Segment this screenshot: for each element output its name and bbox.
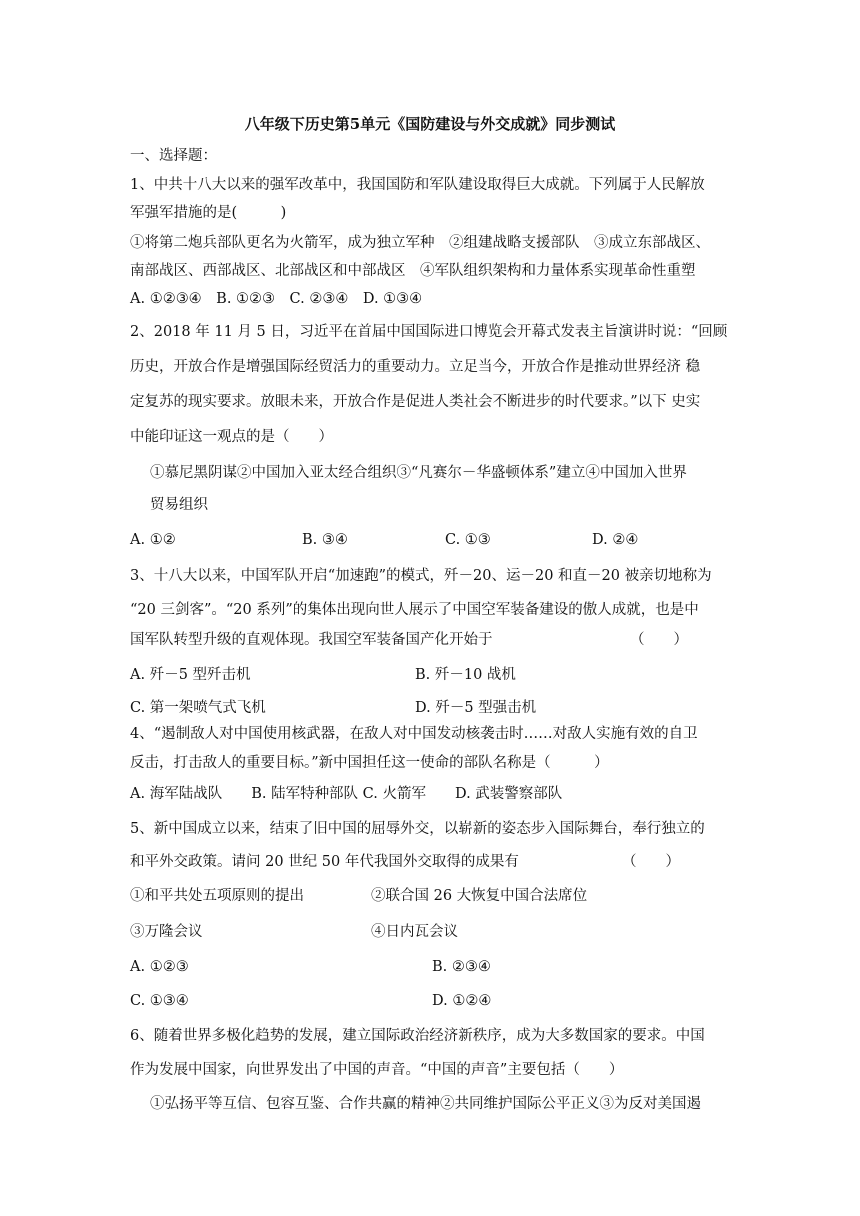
q5-item-2: ②联合国 26 大恢复中国合法席位 (371, 888, 588, 904)
q2-stem-line3: 定复苏的现实要求。放眼未来，开放合作是促进人类社会不断进步的时代要求。”以下 史实 (130, 394, 701, 410)
q5-item-1: ①和平共处五项原则的提出 (130, 888, 304, 904)
q2-option-d: D. ②④ (592, 532, 639, 548)
q6-item-line1: ①弘扬平等互信、包容互鉴、合作共赢的精神②共同维护国际公平正义③为反对美国遏 (150, 1096, 701, 1112)
q5-option-b: B. ②③④ (432, 959, 491, 975)
q1-options: A. ①②③④ B. ①②③ C. ②③④ D. ①③④ (130, 291, 423, 307)
q1-item-line2: 南部战区、西部战区、北部战区和中部战区 ④军队组织架构和力量体系实现革命性重塑 (130, 263, 696, 279)
q1-item-line1: ①将第二炮兵部队更名为火箭军，成为独立军种 ②组建战略支援部队 ③成立东部战区、 (130, 235, 710, 251)
q3-option-a: A. 歼－5 型歼击机 (130, 667, 251, 683)
q2-stem-line4: 中能印证这一观点的是（ ） (130, 429, 333, 445)
q3-answer-paren: （ ） (630, 632, 688, 648)
q2-option-a: A. ①② (130, 532, 176, 548)
q1-stem-line2: 军强军措施的是( ) (130, 205, 287, 221)
q5-answer-paren: （ ） (622, 854, 680, 870)
q5-item-3: ③万隆会议 (130, 924, 203, 940)
q3-option-c: C. 第一架喷气式飞机 (130, 700, 266, 716)
q2-item-line2: 贸易组织 (150, 497, 208, 513)
q6-stem-line1: 6、随着世界多极化趋势的发展，建立国际政治经济新秩序，成为大多数国家的要求。中国 (130, 1028, 705, 1044)
q6-stem-line2: 作为发展中国家，向世界发出了中国的声音。“中国的声音”主要包括（ ） (130, 1062, 624, 1078)
q5-item-4: ④日内瓦会议 (371, 924, 458, 940)
q2-option-c: C. ①③ (445, 532, 491, 548)
q4-stem-line2: 反击，打击敌人的重要目标。”新中国担任这一使命的部队名称是（ ） (130, 755, 609, 771)
q4-options: A. 海军陆战队 B. 陆军特种部队 C. 火箭军 D. 武装警察部队 (130, 786, 563, 802)
section-heading: 一、选择题： (130, 148, 217, 164)
q3-stem-line2: “20 三剑客”。“20 系列”的集体出现向世人展示了中国空军装备建设的傲人成就，也是中 (130, 602, 699, 618)
q3-stem-line3: 国军队转型升级的直观体现。我国空军装备国产化开始于 (130, 632, 493, 648)
q5-option-c: C. ①③④ (130, 993, 189, 1009)
q5-option-d: D. ①②④ (432, 993, 492, 1009)
q3-stem-line1: 3、十八大以来，中国军队开启“加速跑”的模式，歼－20、运－20 和直－20 被亲切地称为 (130, 568, 712, 584)
q2-option-b: B. ③④ (302, 532, 348, 548)
q2-stem-line1: 2、2018 年 11 月 5 日，习近平在首届中国国际进口博览会开幕式发表主旨演讲时说：“回顾 (130, 324, 728, 340)
q4-stem-line1: 4、“遏制敌人对中国使用核武器，在敌人对中国发动核袭击时……对敌人实施有效的自卫 (130, 726, 698, 742)
q2-stem-line2: 历史，开放合作是增强国际经贸活力的重要动力。立足当今，开放合作是推动世界经济 稳 (130, 359, 701, 375)
q1-stem-line1: 1、中共十八大以来的强军改革中，我国国防和军队建设取得巨大成就。下列属于人民解放 (130, 177, 705, 193)
q5-stem-line1: 5、新中国成立以来，结束了旧中国的屈辱外交，以崭新的姿态步入国际舞台，奉行独立的 (130, 821, 705, 837)
q3-option-d: D. 歼－5 型强击机 (415, 700, 537, 716)
q2-item-line1: ①慕尼黑阴谋②中国加入亚太经合组织③“凡赛尔－华盛顿体系”建立④中国加入世界 (150, 465, 687, 481)
q5-option-a: A. ①②③ (130, 959, 189, 975)
q3-option-b: B. 歼－10 战机 (415, 667, 516, 683)
q5-stem-line2: 和平外交政策。请问 20 世纪 50 年代我国外交取得的成果有 (130, 854, 519, 870)
document-title: 八年级下历史第5单元《国防建设与外交成就》同步测试 (244, 115, 616, 133)
